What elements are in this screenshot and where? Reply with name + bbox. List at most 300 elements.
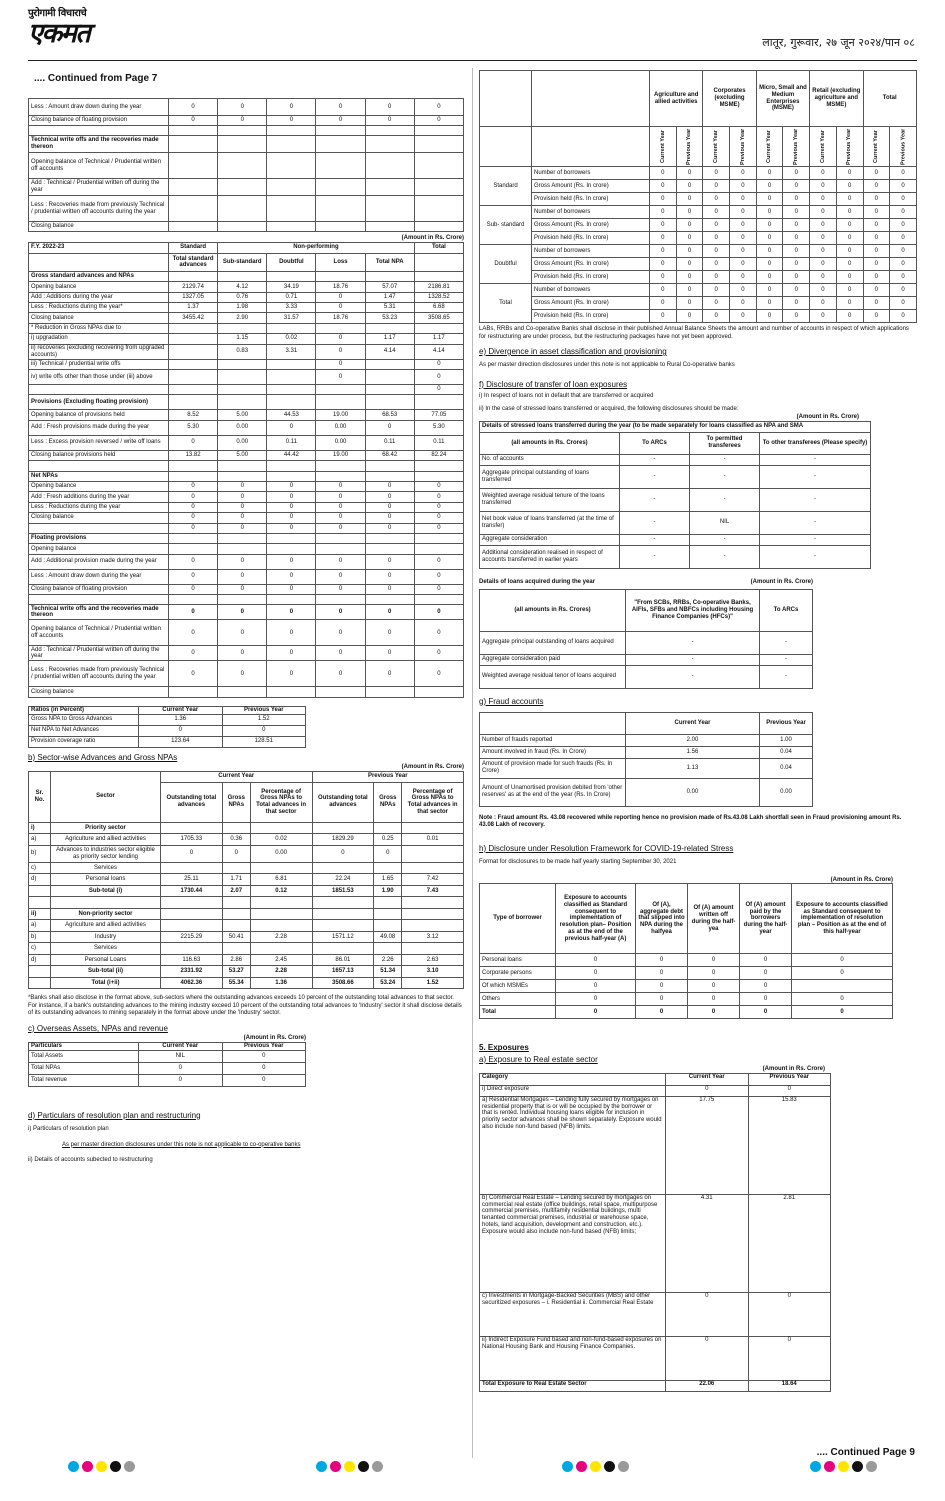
sector-note: *Banks shall also disclose in the format above, sub-sectors where the outstanding advances exceeds 10 percent of the outstanding total advances to that sector. For instance, if a bank's outstanding advances to the mining industry exceed 10 percent of the outstanding total advances to 'Industry' sector it shall disclose details of its outstanding advances to mining separately in the format above under the 'Industry' sector.	[28, 995, 462, 1017]
covid-amount-note: (Amount in Rs. Crore)	[830, 876, 893, 883]
column-header: Particulars	[29, 1042, 139, 1050]
table-cell: 1705.33	[161, 834, 223, 846]
table-cell: 1.52	[402, 977, 464, 989]
table-cell: 0	[414, 99, 463, 116]
table-cell	[374, 920, 402, 932]
table-cell: 0	[863, 271, 890, 284]
table-row	[480, 219, 917, 232]
table-row	[480, 258, 917, 271]
table-cell	[222, 897, 250, 909]
table-cell: 0	[316, 292, 365, 302]
right-column	[479, 70, 917, 1392]
table-cell	[316, 461, 365, 471]
table-cell	[29, 126, 169, 136]
table-cell: 0	[414, 661, 463, 687]
column-header: Of (A), aggregate debt that slipped into NPA during the halfyea	[636, 884, 688, 954]
table-cell	[414, 153, 463, 179]
table-cell	[169, 323, 218, 333]
table-cell: 0	[222, 1062, 306, 1074]
subhead: Loss	[316, 253, 365, 271]
table-cell: 1327.05	[169, 292, 218, 302]
table-cell: 0.12	[250, 885, 312, 897]
column-header: Type of borrower	[480, 884, 556, 954]
table-cell: 0	[650, 271, 677, 284]
table-cell: 0	[890, 284, 917, 297]
table-cell	[365, 385, 414, 395]
table-cell: 0	[703, 167, 730, 180]
table-cell: 0	[650, 284, 677, 297]
table-cell	[169, 687, 218, 697]
column-header: Exposure to accounts classified as Standard consequent to implementation of resolution plan – Position as at the end of this half-year	[792, 884, 893, 954]
table-row	[480, 232, 917, 245]
color-dot	[838, 1461, 849, 1472]
table-cell	[374, 943, 402, 955]
table-cell: 0	[169, 502, 218, 512]
table-cell	[414, 595, 463, 605]
table-cell: 0	[222, 845, 250, 862]
table-cell: 1.36	[250, 977, 312, 989]
table-cell: Total Assets	[29, 1050, 139, 1062]
table-cell: 0	[169, 605, 218, 620]
table-cell: Net NPAs	[29, 471, 169, 481]
table-cell	[222, 943, 250, 955]
table-cell: 0	[666, 1292, 749, 1336]
table-cell	[29, 385, 169, 395]
table-cell: NIL	[139, 1050, 223, 1062]
registration-marks	[68, 1461, 135, 1472]
table-cell: 0	[863, 180, 890, 193]
table-cell	[402, 845, 464, 862]
table-cell: -	[760, 665, 813, 688]
table-cell: Technical write offs and the recoveries made thereon	[29, 136, 169, 153]
table-cell: 4.12	[218, 282, 267, 292]
table-cell: 0	[890, 271, 917, 284]
table-cell: NIL	[690, 511, 760, 534]
table-cell: 0	[218, 646, 267, 661]
table-row	[29, 222, 464, 232]
table-cell: 0	[740, 954, 792, 967]
table-cell: 0.83	[218, 344, 267, 359]
table-header	[480, 589, 813, 631]
table-cell	[169, 359, 218, 369]
table-cell: 0	[703, 180, 730, 193]
table-cell: 0	[836, 297, 863, 310]
table-cell: 2.81	[748, 1194, 831, 1292]
table-cell	[218, 595, 267, 605]
table-cell: 8.52	[169, 410, 218, 420]
table-cell: 0	[218, 620, 267, 646]
table-cell: 0	[414, 523, 463, 533]
year-header: Current Year	[756, 127, 783, 167]
table-cell: 0	[636, 954, 688, 967]
column-group-header: Corporates (excluding MSME)	[703, 71, 756, 127]
item-cell: Number of borrowers	[532, 245, 650, 258]
table-cell: 0	[169, 492, 218, 502]
table-row	[29, 845, 464, 862]
table-row	[480, 967, 893, 980]
table-row	[29, 282, 464, 292]
registration-marks	[316, 1461, 383, 1472]
table-cell: 0.00	[626, 778, 760, 806]
category-cell: Sub- standard	[480, 206, 532, 245]
table-cell: 0	[650, 297, 677, 310]
color-dot	[604, 1461, 615, 1472]
table-cell: -	[620, 534, 690, 545]
table-cell: Add : Fresh additions during the year	[29, 492, 169, 502]
table-cell	[267, 271, 316, 281]
table-cell: Amount involved in fraud (Rs. In Crore)	[480, 746, 626, 758]
table-cell: 1.56	[626, 746, 760, 758]
table-cell: 1730.44	[161, 885, 223, 897]
color-dot	[824, 1461, 835, 1472]
table-row	[29, 661, 464, 687]
table-cell	[218, 385, 267, 395]
amount-note: (Amount in Rs. Crore)	[401, 235, 464, 241]
table-row	[480, 746, 813, 758]
table-cell: 2.28	[250, 931, 312, 943]
column-header: Ratios (in Percent)	[29, 706, 139, 714]
table-cell	[374, 897, 402, 909]
exposure-table	[479, 1073, 831, 1392]
table-cell: 0.04	[760, 746, 813, 758]
table-cell: 22.24	[312, 874, 374, 886]
year-header: Current Year	[703, 127, 730, 167]
table-cell	[161, 822, 223, 834]
table-cell: 2.45	[250, 954, 312, 966]
color-dot	[852, 1461, 863, 1472]
color-dot	[110, 1461, 121, 1472]
table-cell: 53.27	[222, 966, 250, 978]
table-cell: 0	[636, 993, 688, 1006]
table-cell: b) Commercial Real Estate – Lending secured by mortgages on commercial real estate (office buildings, retail space, multipurpose commercial premises, multifamily residential buildings, multi tenanted commercial premises, industrial or warehouse space, hotels, land acquisition, development and construction, etc.). Exposure would also include non-fund based (NFB) limits;	[480, 1194, 666, 1292]
item-cell: Gross Amount (Rs. In crore)	[532, 219, 650, 232]
table-cell: 51.34	[374, 966, 402, 978]
table-cell: 0	[890, 297, 917, 310]
table-cell: 4062.36	[161, 977, 223, 989]
table-cell: 0	[748, 1085, 831, 1096]
table-cell: 0	[414, 620, 463, 646]
table-row	[29, 344, 464, 359]
table-row	[480, 734, 813, 746]
table-cell	[169, 153, 218, 179]
table-cell	[312, 862, 374, 874]
table-cell: 0	[267, 605, 316, 620]
table-cell: 0	[222, 1074, 306, 1086]
table-row	[480, 778, 813, 806]
table-cell: a) Residential Mortgages – Lending fully secured by mortgages on residential property that is or will be occupied by the borrower or that is rented. Individual housing loans eligible for inclusion in priority sector advances shall be shown separately. Exposure would also include non-fund based (NFB) limits.	[480, 1096, 666, 1194]
table-cell	[316, 153, 365, 179]
table-cell: iv) write offs other than those under (iii) above	[29, 370, 169, 385]
table-cell	[169, 222, 218, 232]
table-row	[480, 993, 893, 1006]
table-cell: No. of accounts	[480, 454, 620, 465]
table-cell: 0	[414, 359, 463, 369]
table-cell: 0	[169, 523, 218, 533]
table-cell: Sub-total (ii)	[51, 966, 161, 978]
table-cell: 53.23	[365, 313, 414, 323]
table-cell	[218, 136, 267, 153]
table-row	[480, 980, 893, 993]
table-row	[29, 544, 464, 554]
table-cell: -	[690, 534, 760, 545]
table-cell	[169, 533, 218, 543]
table-row	[29, 533, 464, 543]
table-row	[29, 334, 464, 344]
table-cell: 0	[810, 219, 837, 232]
table-row	[29, 126, 464, 136]
table-row	[480, 1194, 831, 1292]
table-cell: Number of frauds reported	[480, 734, 626, 746]
table-cell: 0	[890, 193, 917, 206]
table-cell: Provisions (Excluding floating provision)	[29, 395, 169, 410]
table-cell: 0	[650, 310, 677, 323]
table-cell: 0	[365, 584, 414, 594]
table-cell: 0	[636, 1006, 688, 1019]
table-cell: 0	[365, 554, 414, 569]
table-cell: 5.00	[218, 450, 267, 460]
masthead	[0, 0, 945, 62]
table-cell	[218, 533, 267, 543]
table-cell: 0	[666, 1085, 749, 1096]
table-cell	[316, 595, 365, 605]
table-cell: 0	[783, 193, 810, 206]
table-cell: 0	[316, 116, 365, 126]
color-dot	[866, 1461, 877, 1472]
table-cell: 0.00	[316, 420, 365, 435]
table-cell	[402, 943, 464, 955]
table-row	[29, 471, 464, 481]
table-cell: Personal loans	[480, 954, 556, 967]
table-header	[29, 1042, 306, 1050]
table-cell	[218, 687, 267, 697]
table-cell: 0	[365, 481, 414, 491]
table-cell: Opening balance of provisions held	[29, 410, 169, 420]
table-cell: i)	[29, 822, 51, 834]
table-cell: -	[620, 454, 690, 465]
table-row	[29, 136, 464, 153]
table-cell	[218, 359, 267, 369]
table-cell: 0	[730, 232, 757, 245]
table-cell	[414, 395, 463, 410]
table-cell: 0	[312, 845, 374, 862]
color-dot	[372, 1461, 383, 1472]
restructuring-table	[479, 70, 917, 323]
table-cell: 0	[836, 206, 863, 219]
table-cell	[267, 471, 316, 481]
continued-from: .... Continued from Page 7	[34, 73, 158, 84]
table-cell: 0	[169, 620, 218, 646]
table-cell: 0	[890, 167, 917, 180]
column-header: Current Year	[139, 1042, 223, 1050]
table-cell: 0	[218, 523, 267, 533]
table-cell: 1.37	[169, 303, 218, 313]
table-cell: 4.14	[365, 344, 414, 359]
overseas-table	[28, 1042, 306, 1087]
color-dot	[576, 1461, 587, 1472]
table-cell: Agriculture and allied activities	[51, 920, 161, 932]
table-cell	[222, 920, 250, 932]
table-cell: * Reduction in Gross NPAs due to	[29, 323, 169, 333]
column-header: Category	[480, 1073, 666, 1085]
table-cell: 2186.81	[414, 282, 463, 292]
table-row	[29, 410, 464, 420]
table-cell: -	[760, 511, 871, 534]
table-cell: 0	[792, 967, 893, 980]
table-cell: Non-priority sector	[51, 908, 161, 920]
table-cell: 0	[556, 980, 636, 993]
table-cell: 0	[676, 310, 703, 323]
table-cell: 0	[676, 271, 703, 284]
table-cell: 0	[703, 271, 730, 284]
year-header: Current Year	[863, 127, 890, 167]
table-cell	[267, 126, 316, 136]
subhead: Total NPA	[365, 253, 414, 271]
table-row	[29, 1074, 306, 1086]
table-cell: 0	[316, 554, 365, 569]
table-cell	[365, 687, 414, 697]
table-cell	[169, 385, 218, 395]
table-cell	[365, 153, 414, 179]
table-cell: 0	[863, 258, 890, 271]
table-cell: 0	[414, 370, 463, 385]
category-cell: Standard	[480, 167, 532, 206]
table-cell	[169, 126, 218, 136]
table-cell: 0	[730, 310, 757, 323]
table-cell: 0	[740, 980, 792, 993]
table-cell: 0	[676, 232, 703, 245]
total-head: Total	[414, 242, 463, 253]
table-cell	[218, 395, 267, 410]
column-divider	[472, 68, 473, 1458]
table-cell: -	[690, 545, 760, 568]
year-header: Previous Year	[730, 127, 757, 167]
table-cell: Of which MSMEs	[480, 980, 556, 993]
table-cell	[365, 395, 414, 410]
table-row	[29, 420, 464, 435]
table-cell: Net NPA to Net Advances	[29, 725, 139, 736]
table-cell	[267, 385, 316, 395]
table-cell	[29, 595, 169, 605]
table-cell	[267, 136, 316, 153]
table-cell	[414, 126, 463, 136]
table-row	[29, 885, 464, 897]
table-cell	[169, 461, 218, 471]
table-cell: 0	[730, 258, 757, 271]
item-cell: Provision held (Rs. In crore)	[532, 310, 650, 323]
table-cell: 0	[650, 245, 677, 258]
item-cell: Provision held (Rs. In crore)	[532, 232, 650, 245]
table-cell: 0	[810, 180, 837, 193]
table-cell: Add : Technical / Prudential written off during the year	[29, 179, 169, 196]
table-cell: 0	[756, 219, 783, 232]
table-cell: Aggregate consideration paid	[480, 654, 626, 665]
table-cell	[316, 196, 365, 222]
table-cell: 0	[890, 245, 917, 258]
table-row	[29, 323, 464, 333]
table-cell: Amount of provision made for such frauds (Rs. In Crore)	[480, 758, 626, 778]
table-cell: 0	[636, 967, 688, 980]
sector-col: Gross NPAs	[374, 782, 402, 822]
table-cell	[414, 544, 463, 554]
table-cell: 3.33	[267, 303, 316, 313]
table-cell: 55.34	[222, 977, 250, 989]
table-cell: 0	[703, 245, 730, 258]
table-cell: 0	[218, 661, 267, 687]
table-cell	[169, 344, 218, 359]
table-cell: 50.41	[222, 931, 250, 943]
column-header	[480, 712, 626, 734]
table-cell: Provision coverage ratio	[29, 736, 139, 747]
table-cell: 25.11	[161, 874, 223, 886]
table-cell	[29, 523, 169, 533]
table-cell: 0	[650, 206, 677, 219]
table-cell: 0	[222, 1050, 306, 1062]
table-row	[480, 1096, 831, 1194]
table-cell: 0	[836, 193, 863, 206]
table-cell: 0	[267, 569, 316, 584]
table-cell: 3.12	[402, 931, 464, 943]
table-cell: Others	[480, 993, 556, 1006]
table-row	[480, 167, 917, 180]
table-cell	[29, 977, 51, 989]
table-cell: 0	[161, 845, 223, 862]
table-cell	[218, 323, 267, 333]
table-cell	[29, 885, 51, 897]
table-cell: 0	[890, 180, 917, 193]
item-cell: Provision held (Rs. In crore)	[532, 193, 650, 206]
table-cell: 0	[365, 420, 414, 435]
table-row	[29, 931, 464, 943]
table-cell: 0	[890, 206, 917, 219]
table-cell	[792, 980, 893, 993]
table-cell: 0	[890, 232, 917, 245]
table-cell	[267, 196, 316, 222]
color-dot	[316, 1461, 327, 1472]
table-cell: 1328.52	[414, 292, 463, 302]
table-cell: 0	[863, 232, 890, 245]
table-row	[480, 180, 917, 193]
table-row	[480, 271, 917, 284]
table-cell	[365, 533, 414, 543]
table-cell	[365, 179, 414, 196]
table-cell: 0	[783, 310, 810, 323]
table-cell: 53.24	[374, 977, 402, 989]
table-cell: 0	[810, 167, 837, 180]
table-cell: 0	[414, 605, 463, 620]
table-cell: 0	[756, 258, 783, 271]
table-cell: 116.63	[161, 954, 223, 966]
table-cell: 0	[316, 569, 365, 584]
table-row	[29, 523, 464, 533]
table-cell	[267, 687, 316, 697]
table-cell: 0	[222, 725, 306, 736]
table-cell: 0	[316, 620, 365, 646]
registration-marks	[562, 1461, 629, 1472]
table-cell: 2129.74	[169, 282, 218, 292]
table-cell: Aggregate consideration	[480, 534, 620, 545]
table-cell: 0	[316, 303, 365, 313]
table-cell: 0	[756, 297, 783, 310]
table-cell	[169, 544, 218, 554]
table-cell	[267, 544, 316, 554]
table-cell: -	[760, 545, 871, 568]
npa-movement-table	[28, 242, 464, 698]
table-cell: 7.43	[402, 885, 464, 897]
table-cell	[365, 323, 414, 333]
table-cell: 0	[267, 502, 316, 512]
table-cell: 0	[730, 206, 757, 219]
table-cell	[267, 359, 316, 369]
